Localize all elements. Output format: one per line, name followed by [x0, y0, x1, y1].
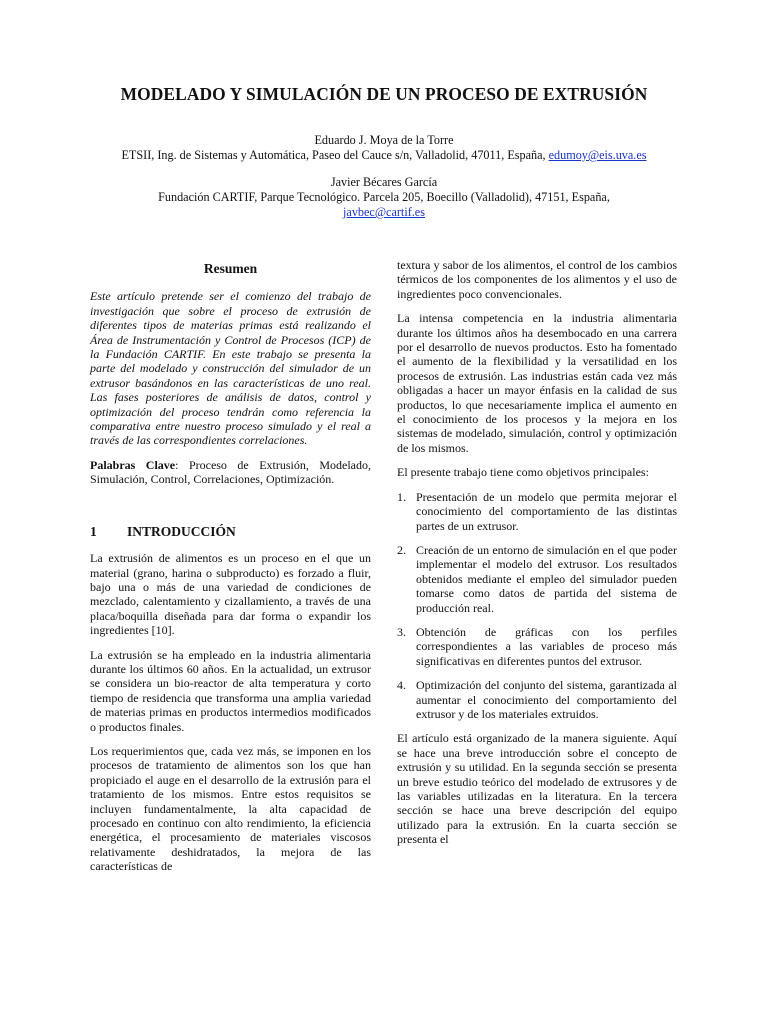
intro-paragraph-5: La intensa competencia en la industria alimentaria durante los últimos años ha desembocado en una carrera por el desarrollo de nuevos productos. Esto ha fomentado el aumento de la flexibilidad y la versatilidad en los procesos de extrusión. Las industrias están cada vez más obligadas a hacer un mayor énfasis en la calidad de sus productos, lo que necesariamente implica el aumento en el conocimiento de los procesos y la mejora en los sistemas de modelado, simulación, control y optimización de los mismos. [397, 311, 677, 455]
list-marker: 2. [397, 542, 406, 557]
keywords-text: : Proceso de Extrusión, Modelado, Simulación, Control, Correlaciones, Optimización. [90, 457, 371, 487]
list-item-text: Obtención de gráficas con los perfiles correspondientes a las variables de proceso más significativas en diferentes puntos del extrusor. [416, 624, 677, 668]
list-item-text: Optimización del conjunto del sistema, garantizada al aumentar el conocimiento del comportamiento del extrusor y de los materiales extruidos. [416, 678, 677, 721]
paper-title: MODELADO Y SIMULACIÓN DE UN PROCESO DE EXTRUSIÓN [120, 84, 648, 104]
intro-paragraph-closing: El artículo está organizado de la manera siguiente. Aquí se hace una breve introducción sobre el concepto de extrusión y su utilidad. En la segunda sección se presenta un breve estudio teórico del modelado de extrusores y de las variables utilizadas en la literatura. En la tercera sección se hace una breve descripción del equipo utilizado para la extrusión. En la cuarta sección se presenta el [397, 731, 677, 847]
list-marker: 4. [397, 678, 406, 693]
left-column [90, 258, 371, 884]
intro-paragraph-3: Los requerimientos que, cada vez más, se imponen en los procesos de tratamiento de alimentos son los que han propiciado el auge en el desarrollo de la extrusión para el tratamiento de los mismos. Entre estos requisitos se incluyen fundamentalmente, la alta capacidad de procesado en continuo con alto rendimiento, la eficiencia energética, el procesamiento de materiales viscosos relativamente deshidratados, la mejora de las características de [90, 743, 371, 874]
list-item-text: Creación de un entorno de simulación en el que poder implementar el modelo del extrusor. Los resultados obtenidos mediante el empleo del simulador pueden tomarse como datos de partida del sistema de producción real. [416, 542, 677, 615]
author-name-1: Eduardo J. Moya de la Torre [314, 133, 454, 147]
list-marker: 3. [397, 624, 406, 639]
objective-item-3 [397, 625, 677, 668]
abstract-heading: Resumen [203, 261, 258, 276]
intro-paragraph-1: La extrusión de alimentos es un proceso en el que un material (grano, harina o subproducto) es forzado a fluir, bajo una o más de una variedad de condiciones de mezclado, calentamiento y cizallamiento, a través de una placa/boquilla diseñada para dar forma o expandir los ingredientes [10]. [90, 551, 371, 638]
section-heading-introduccion [90, 525, 371, 539]
intro-paragraph-4: textura y sabor de los alimentos, el control de los cambios térmicos de los componentes de los alimentos y el uso de ingredientes poco convencionales. [397, 258, 677, 301]
section-number: 1 [90, 523, 97, 539]
author-affiliation-1 [40, 148, 728, 163]
abstract-text: Este artículo pretende ser el comienzo del trabajo de investigación que sobre el proceso de extrusión de diferentes tipos de materias primas está realizando el Área de Instrumentación y Control de Procesos (ICP) de la Fundación CARTIF. En este trabajo se presenta la parte del modelado y construcción del simulador de un extrusor basándonos en las características de uno real. Las fases posteriores de análisis de datos, control y optimización del proceso tendrán como referencia la comparativa entre nuestro proceso simulado y el real a través de las correspondientes correlaciones. [90, 289, 371, 448]
author-email-link-1[interactable]: edumoy@eis.uva.es [548, 148, 647, 162]
objectives-intro: El presente trabajo tiene como objetivos principales: [397, 465, 649, 480]
right-column [397, 258, 677, 857]
keywords [90, 458, 371, 487]
objective-item-4 [397, 678, 677, 721]
intro-paragraph-2: La extrusión se ha empleado en la industria alimentaria durante los últimos 60 años. En la actualidad, un extrusor se considera un bio-reactor de alta temperatura y corto tiempo de residencia que transforma una amplia variedad de materias primas en productos intermedios modificados o productos finales. [90, 647, 371, 734]
objective-item-1 [397, 490, 677, 533]
author-name-2: Javier Bécares García [330, 175, 438, 189]
section-title: INTRODUCCIÓN [127, 523, 236, 539]
author-affiliation-2: Fundación CARTIF, Parque Tecnológico. Parcela 205, Boecillo (Valladolid), 47151, España, [158, 190, 610, 204]
list-item-text: Presentación de un modelo que permita mejorar el conocimiento del comportamiento de las distintas partes de un extrusor. [416, 489, 677, 533]
author-email-link-2[interactable]: javbec@cartif.es [343, 205, 425, 219]
affiliation-text-1: ETSII, Ing. de Sistemas y Automática, Paseo del Cauce s/n, Valladolid, 47011, España, [121, 148, 549, 162]
objective-item-2 [397, 543, 677, 615]
list-marker: 1. [397, 489, 406, 504]
author-block [40, 133, 728, 220]
keywords-label: Palabras Clave [90, 457, 176, 472]
